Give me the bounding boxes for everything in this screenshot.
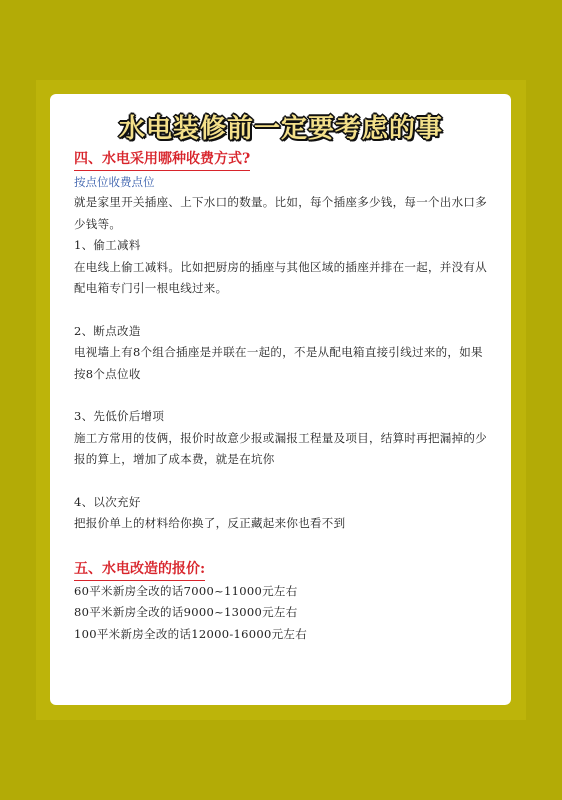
spacer xyxy=(74,300,510,321)
intro-line-2: 少钱等。 xyxy=(74,216,122,231)
item-3-line-1: 施工方常用的伎俩，报价时故意少报或漏报工程量及项目，结算时再把漏掉的少 xyxy=(74,430,487,445)
section-4-subheading: 按点位收费点位 xyxy=(74,175,155,189)
spacer xyxy=(74,471,510,492)
item-3-title: 3、先低价后增项 xyxy=(74,409,165,423)
item-1-line-2: 配电箱专门引一根电线过来。 xyxy=(74,281,228,295)
item-3-line-2: 报的算上，增加了成本费，就是在坑你 xyxy=(74,452,275,466)
article-body xyxy=(74,146,510,645)
price-line-1: 60平米新房全改的话7000~11000元左右 xyxy=(74,583,298,598)
spacer xyxy=(74,385,510,406)
page-title: 水电装修前一定要考虑的事 xyxy=(118,114,443,144)
item-2-line-2: 按8个点位收 xyxy=(74,366,141,381)
intro-line-1: 就是家里开关插座、上下水口的数量。比如，每个插座多少钱，每一个出水口多 xyxy=(74,195,487,209)
item-2-title: 2、断点改造 xyxy=(74,323,141,338)
price-line-2: 80平米新房全改的话9000~13000元左右 xyxy=(74,605,298,619)
item-1-line-1: 在电线上偷工减料。比如把厨房的插座与其他区域的插座并排在一起，并没有从 xyxy=(74,259,487,274)
item-4-line-1: 把报价单上的材料给你换了，反正藏起来你也看不到 xyxy=(74,516,346,530)
item-1-title: 1、偷工减料 xyxy=(74,238,141,252)
item-2-line-1: 电视墙上有8个组合插座是并联在一起的，不是从配电箱直接引线过来的，如果 xyxy=(74,345,483,359)
spacer xyxy=(74,535,510,556)
section-4 xyxy=(74,146,510,535)
item-4-title: 4、以次充好 xyxy=(74,494,141,509)
price-line-3: 100平米新房全改的话12000-16000元左右 xyxy=(74,626,308,641)
section-5 xyxy=(74,556,510,646)
section-5-heading: 五、水电改造的报价: xyxy=(74,558,205,581)
section-4-heading: 四、水电采用哪种收费方式? xyxy=(74,148,250,171)
